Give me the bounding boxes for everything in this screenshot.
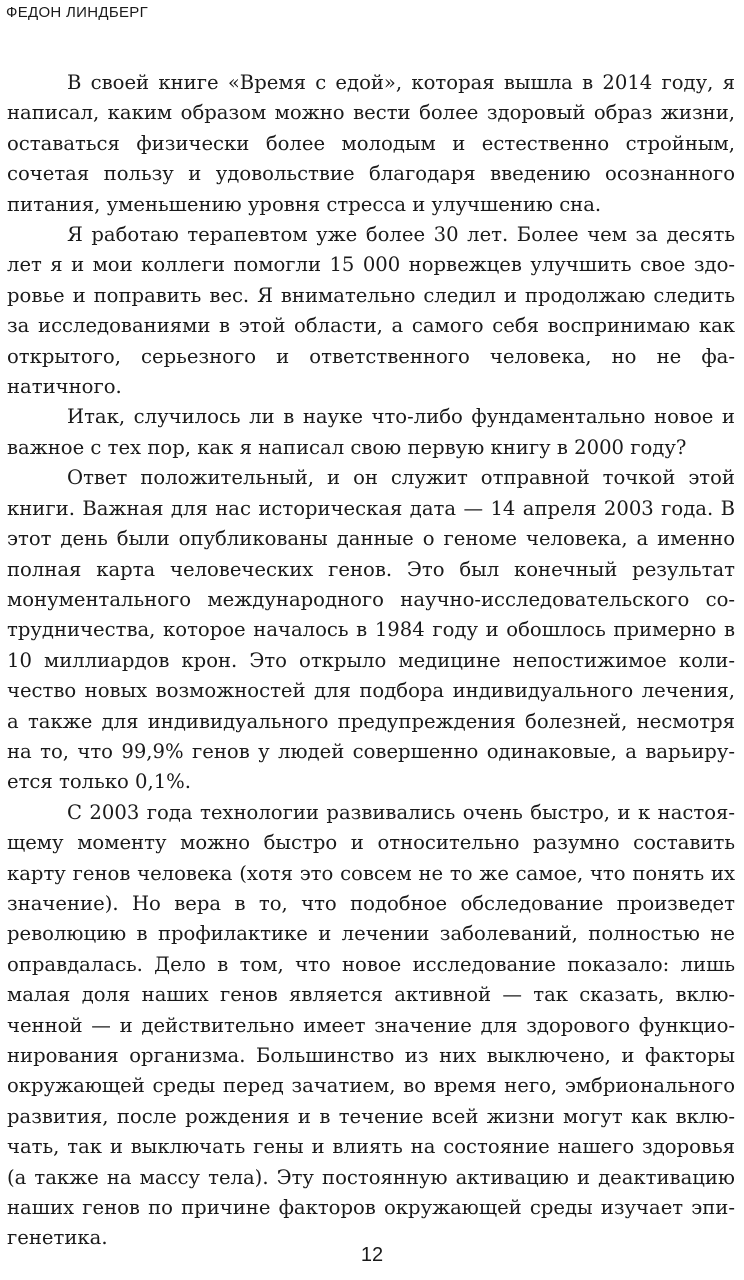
paragraph-2: Я работаю терапевтом уже более 30 лет. Более чем за десять лет я и мои коллеги помогли 15 000 норвежцев улучшить свое здоровье и поправить вес. Я внимательно следил и продолжаю следить за исследованиями в этой области, а самого себя воспринимаю как открытого, серьезного и ответственного человека, но не фанатичного. — [7, 223, 735, 399]
page-number: 12 — [360, 1244, 384, 1266]
body-text — [7, 68, 735, 1254]
paragraph-5: С 2003 года технологии развивались очень быстро, и к настоящему моменту можно быстро и относительно разумно составить карту генов человека (хотя это совсем не то же самое, что понять их значение). Но вера в то, что подобное обследование произведет революцию в профилактике и лечении заболеваний, полностью не оправдалась. Дело в том, что новое исследование показало: лишь малая доля наших генов является активной — так сказать, включенной — и действительно имеет значение для здорового функционирования организма. Большинство из них выключено, и факторы окружающей среды перед зачатием, во время него, эмбрионального развития, после рождения и в течение всей жизни могут как включать, так и выключать гены и влиять на состояние нашего здоровья (а также на массу тела). Эту постоянную активацию и деактивацию наших генов по причине факторов окружающей среды изучает эпигенетика. — [7, 800, 735, 1250]
paragraph-1: В своей книге «Время с едой», которая вышла в 2014 году, я написал, каким образом можно вести более здоровый образ жизни, оставаться физически более молодым и естественно стройным, сочетая пользу и удовольствие благодаря введению осознанного питания, уменьшению уровня стресса и улучшению сна. — [7, 71, 735, 216]
running-head-author: ФЕДОН ЛИНДБЕРГ — [6, 4, 149, 21]
paragraph-3: Итак, случилось ли в науке что-либо фундаментально новое и важное с тех пор, как я написал свою первую книгу в 2000 году? — [7, 405, 735, 459]
paragraph-4: Ответ положительный, и он служит отправной точкой этой книги. Важная для нас историческая дата — 14 апреля 2003 года. В этот день были опубликованы данные о геноме человека, а именно полная карта человеческих генов. Это был конечный результат монументального международного научно-исследовательского сотрудничества, которое началось в 1984 году и обошлось примерно в 10 миллиардов крон. Это открыло медицине непостижимое количество новых возможностей для подбора индивидуального лечения, а также для индивидуального предупреждения болезней, несмотря на то, что 99,9% генов у людей совершенно одинаковые, а варьируется только 0,1%. — [7, 466, 735, 794]
